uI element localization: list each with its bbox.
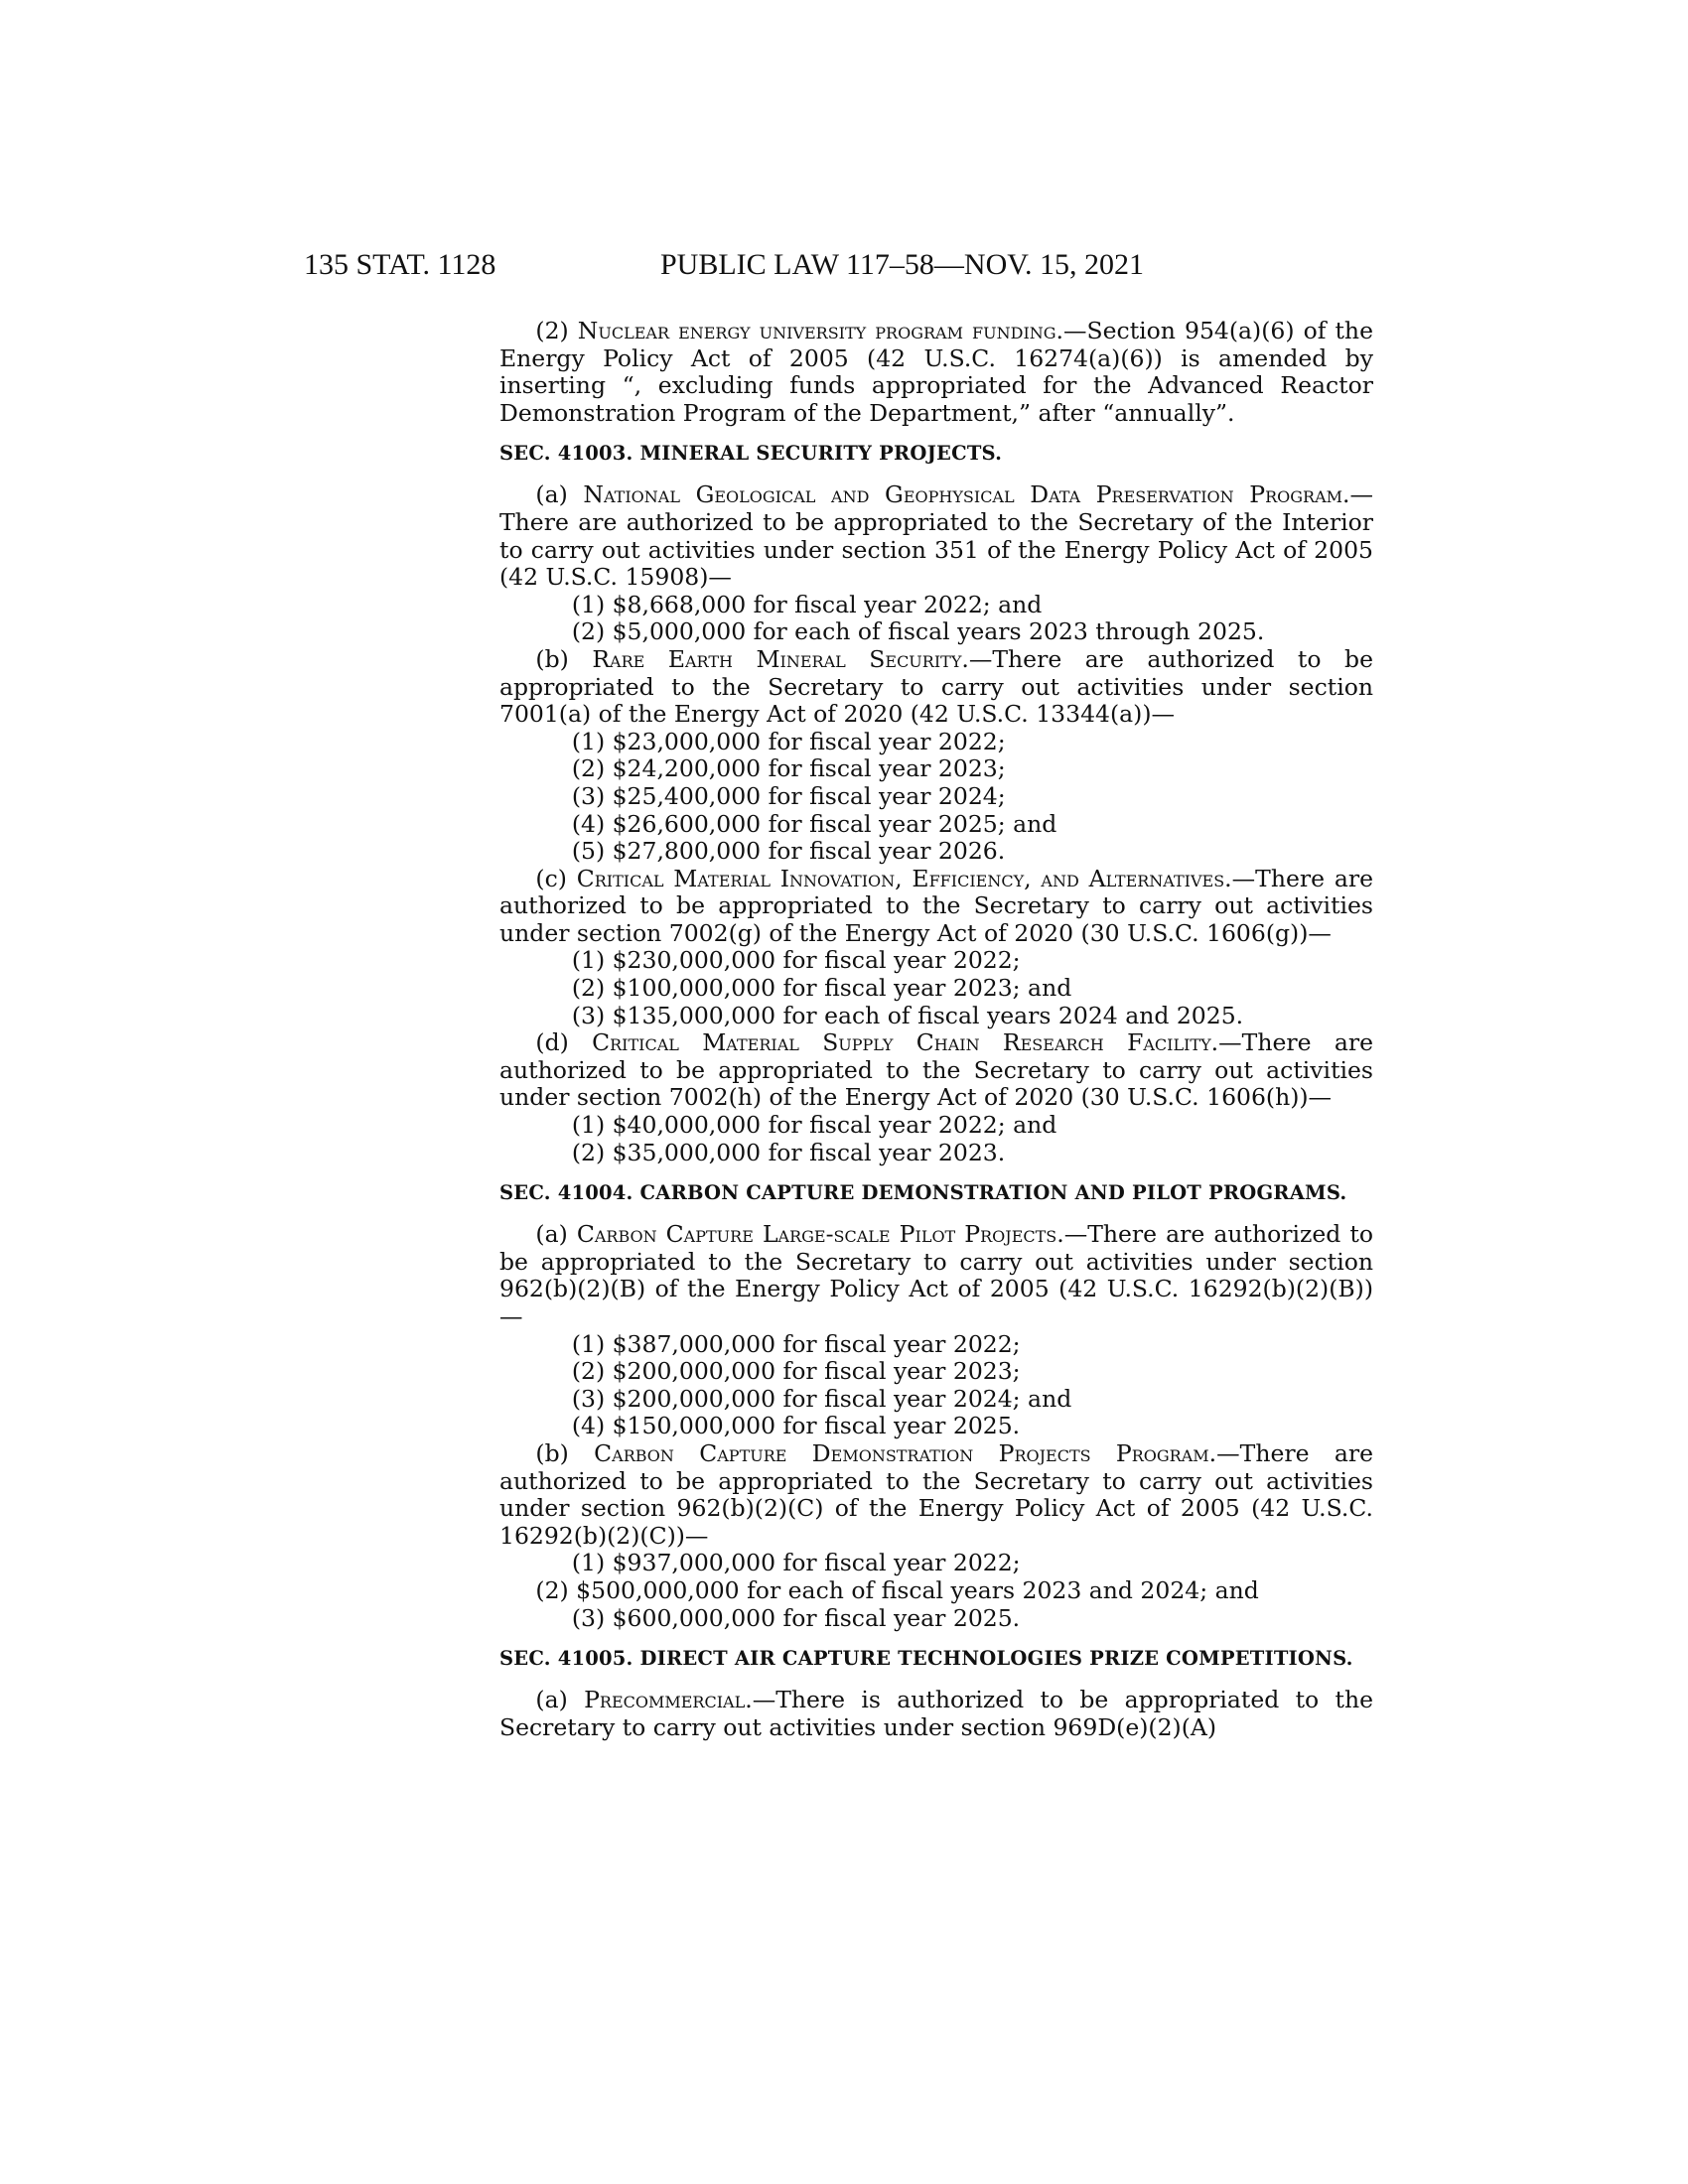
list-item: (3) $25,400,000 for fiscal year 2024; xyxy=(571,781,1006,810)
running-header xyxy=(0,248,1688,288)
list-item: (4) $150,000,000 for fiscal year 2025. xyxy=(571,1412,1021,1440)
list-item: (2) $24,200,000 for fiscal year 2023; xyxy=(571,754,1006,783)
paragraph-heading: Nuclear energy university program funding. xyxy=(577,317,1064,344)
page-body xyxy=(499,318,1373,1741)
subsection-41003-b xyxy=(499,646,1373,729)
subsection-heading: Carbon Capture Demonstration Projects Program. xyxy=(594,1438,1217,1467)
subsection-heading: National Geological and Geophysical Data Preservation Program. xyxy=(583,480,1350,509)
subsection-text: —There are authorized to be appropriated to the Secretary to carry out activities under section 7001(a) of the Energy Act of 2020 (42 U.S.C. 13344(a))— xyxy=(499,644,1373,729)
paragraph-text: —Section 954(a)(6) of the Energy Policy Act of 2005 (42 U.S.C. 16274(a)(6)) is amended by inserting “, excluding funds appropriated for the Advanced Reactor Demonstration Program of the Department,” after “annually”. xyxy=(499,317,1373,427)
list-item: (5) $27,800,000 for fiscal year 2026. xyxy=(571,837,1006,866)
list-item: (1) $8,668,000 for fiscal year 2022; and xyxy=(571,590,1043,618)
subsection-heading: Carbon Capture Large-scale Pilot Projects. xyxy=(576,1220,1064,1249)
list-item: (4) $26,600,000 for fiscal year 2025; and xyxy=(571,809,1057,838)
list-item: (1) $387,000,000 for fiscal year 2022; xyxy=(571,1329,1021,1358)
list-item: (1) $40,000,000 for fiscal year 2022; and xyxy=(571,1111,1057,1140)
public-law-title: PUBLIC LAW 117–58—NOV. 15, 2021 xyxy=(660,248,1145,281)
list-item: (2) $100,000,000 for fiscal year 2023; and xyxy=(571,974,1072,1003)
list-item: (2) $35,000,000 for fiscal year 2023. xyxy=(571,1138,1006,1166)
subsection-number: (a) xyxy=(535,480,568,509)
list-item: (3) $200,000,000 for fiscal year 2024; and xyxy=(571,1384,1072,1413)
paragraph-nuclear-funding xyxy=(499,318,1373,427)
subsection-text: —There are authorized to be appropriated to the Secretary of the Interior to carry out activities under section 351 of the Energy Policy Act of 2005 (42 U.S.C. 15908)— xyxy=(499,480,1373,592)
subsection-heading: Rare Earth Mineral Security. xyxy=(592,644,969,673)
list-item: (3) $600,000,000 for fiscal year 2025. xyxy=(571,1603,1021,1632)
subsection-number: (a) xyxy=(535,1686,568,1714)
list-item: (1) $937,000,000 for fiscal year 2022; xyxy=(571,1549,1021,1577)
subsection-41003-d xyxy=(499,1029,1373,1112)
section-heading-41004: SEC. 41004. CARBON CAPTURE DEMONSTRATION AND PILOT PROGRAMS. xyxy=(499,1181,1347,1205)
subsection-number: (b) xyxy=(535,644,569,673)
list-item: (1) $23,000,000 for fiscal year 2022; xyxy=(571,727,1006,755)
subsection-text: —There is authorized to be appropriated to the Secretary to carry out activities under section 969D(e)(2)(A) xyxy=(499,1686,1373,1741)
subsection-text: —There are authorized to be appropriated to the Secretary to carry out activities under section 7002(h) of the Energy Act of 2020 (30 U.S.C. 1606(h))— xyxy=(499,1028,1373,1112)
list-item: (3) $135,000,000 for each of fiscal years 2024 and 2025. xyxy=(571,1001,1244,1029)
section-heading-41003: SEC. 41003. MINERAL SECURITY PROJECTS. xyxy=(499,442,1003,466)
subsection-heading: Critical Material Supply Chain Research Facility. xyxy=(592,1028,1219,1057)
subsection-41004-a xyxy=(499,1221,1373,1330)
subsection-heading: Precommercial. xyxy=(584,1686,753,1714)
statute-page-number: 135 STAT. 1128 xyxy=(304,248,496,281)
subsection-text: —There are authorized to be appropriated to the Secretary to carry out activities under section 962(b)(2)(C) of the Energy Policy Act of 2005 (42 U.S.C. 16292(b)(2)(C))— xyxy=(499,1438,1373,1550)
subsection-number: (b) xyxy=(535,1438,569,1467)
list-item: (2) $5,000,000 for each of fiscal years 2023 through 2025. xyxy=(571,617,1265,646)
subsection-number: (d) xyxy=(535,1028,569,1057)
list-item: (2) $200,000,000 for fiscal year 2023; xyxy=(571,1357,1021,1386)
list-item: (1) $230,000,000 for fiscal year 2022; xyxy=(571,946,1021,975)
subsection-heading: Critical Material Innovation, Efficiency, and Alternatives. xyxy=(576,864,1232,892)
subsection-text: —There are authorized to be appropriated to the Secretary to carry out activities under section 7002(g) of the Energy Act of 2020 (30 U.S.C. 1606(g))— xyxy=(499,864,1373,947)
subsection-number: (c) xyxy=(535,864,567,892)
list-item: (2) $500,000,000 for each of fiscal years 2023 and 2024; and xyxy=(535,1575,1259,1604)
subsection-41005-a xyxy=(499,1687,1373,1741)
subsection-41003-a xyxy=(499,481,1373,591)
subsection-number: (a) xyxy=(535,1220,568,1249)
subsection-41003-c xyxy=(499,866,1373,948)
section-heading-41005: SEC. 41005. DIRECT AIR CAPTURE TECHNOLOGIES PRIZE COMPETITIONS. xyxy=(499,1647,1353,1671)
subsection-text: —There are authorized to be appropriated to the Secretary to carry out activities under section 962(b)(2)(B) of the Energy Policy Act of 2005 (42 U.S.C. 16292(b)(2)(B))— xyxy=(499,1220,1373,1330)
subsection-41004-b xyxy=(499,1440,1373,1550)
paragraph-number: (2) xyxy=(535,317,569,344)
